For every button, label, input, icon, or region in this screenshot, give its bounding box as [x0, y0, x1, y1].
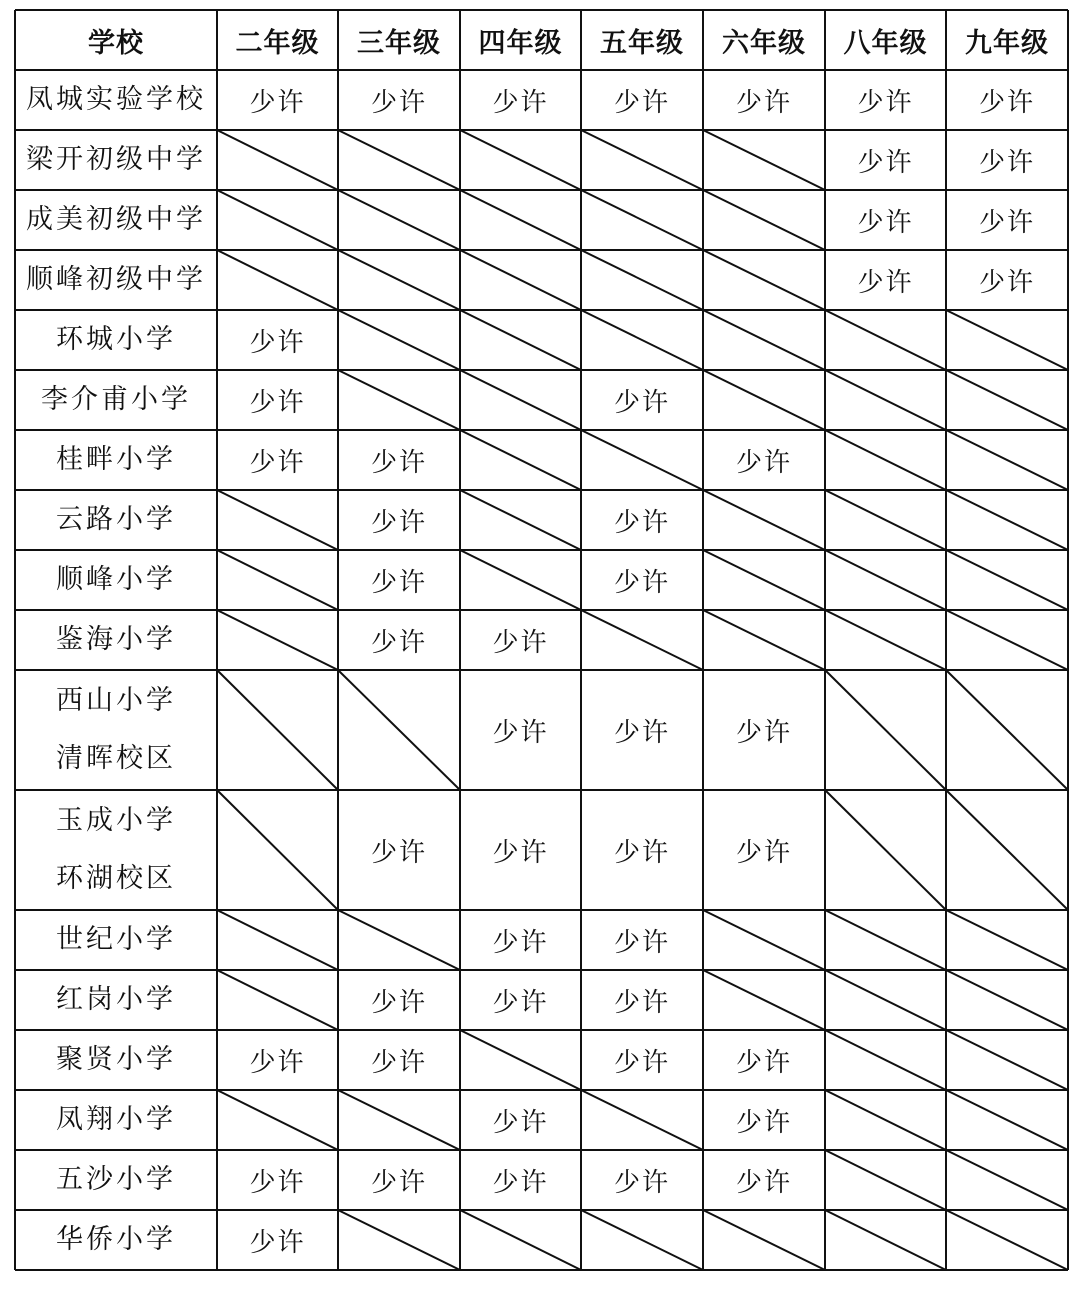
school-name-line: 玉成小学: [56, 805, 176, 836]
cell-value: 少许: [613, 1167, 670, 1198]
cell-value: 少许: [370, 447, 427, 478]
cell-value: 少许: [857, 87, 914, 118]
cell-value: 少许: [735, 447, 792, 478]
cell-value: 少许: [613, 567, 670, 598]
cell-value: 少许: [613, 927, 670, 958]
cell-value: 少许: [857, 207, 914, 238]
school-name: [15, 670, 217, 790]
header-grade: 四年级: [478, 27, 563, 59]
school-name-line: 云路小学: [56, 504, 176, 535]
header-grade: 三年级: [357, 27, 441, 59]
school-name: [15, 310, 217, 370]
cell-value: 少许: [857, 267, 914, 298]
school-name-line: 清晖校区: [56, 743, 176, 774]
school-name-line: 世纪小学: [56, 924, 176, 955]
cell-value: 少许: [249, 387, 306, 418]
school-name: [15, 550, 217, 610]
school-name-line: 西山小学: [56, 685, 176, 716]
header-grade: 八年级: [843, 27, 928, 59]
cell-value: 少许: [735, 1167, 792, 1198]
header-grade: 六年级: [722, 27, 806, 59]
cell-value: 少许: [370, 987, 427, 1018]
school-name: [15, 970, 217, 1030]
cell-value: 少许: [492, 837, 549, 868]
school-name-line: 环湖校区: [56, 863, 176, 894]
school-name-line: 环城小学: [56, 324, 176, 355]
school-name: [15, 490, 217, 550]
cell-value: 少许: [249, 1227, 306, 1258]
school-name-line: 李介甫小学: [41, 384, 191, 415]
cell-value: 少许: [613, 507, 670, 538]
school-name-line: 华侨小学: [56, 1224, 176, 1255]
school-name-line: 凤城实验学校: [26, 84, 206, 115]
school-name: [15, 70, 217, 130]
school-name: [15, 130, 217, 190]
school-name: [15, 1030, 217, 1090]
cell-value: 少许: [857, 147, 914, 178]
cell-value: 少许: [613, 87, 670, 118]
school-name: [15, 190, 217, 250]
school-name-line: 五沙小学: [56, 1164, 176, 1195]
cell-value: 少许: [492, 927, 549, 958]
cell-value: 少许: [492, 717, 549, 748]
school-name: [15, 910, 217, 970]
cell-value: 少许: [370, 837, 427, 868]
school-name-line: 聚贤小学: [56, 1044, 176, 1075]
school-name-line: 顺峰小学: [56, 564, 176, 595]
school-name: [15, 370, 217, 430]
cell-value: 少许: [492, 87, 549, 118]
cell-value: 少许: [735, 717, 792, 748]
cell-value: 少许: [249, 327, 306, 358]
cell-value: 少许: [735, 87, 792, 118]
school-name: [15, 610, 217, 670]
cell-value: 少许: [370, 1167, 427, 1198]
cell-value: 少许: [370, 627, 427, 658]
school-name: [15, 1210, 217, 1270]
cell-value: 少许: [370, 507, 427, 538]
school-name-line: 红岗小学: [56, 984, 176, 1015]
cell-value: 少许: [249, 447, 306, 478]
cell-value: 少许: [370, 87, 427, 118]
school-name-line: 顺峰初级中学: [26, 264, 206, 295]
cell-value: 少许: [978, 267, 1035, 298]
cell-value: 少许: [613, 837, 670, 868]
header-grade: 二年级: [235, 27, 320, 59]
cell-value: 少许: [978, 87, 1035, 118]
cell-value: 少许: [492, 627, 549, 658]
cell-value: 少许: [735, 837, 792, 868]
header-school: 学校: [88, 27, 144, 59]
cell-value: 少许: [613, 987, 670, 1018]
school-name-line: 梁开初级中学: [26, 144, 206, 175]
school-name-line: 凤翔小学: [56, 1104, 176, 1135]
school-name: [15, 1090, 217, 1150]
school-name-line: 桂畔小学: [56, 444, 176, 475]
cell-value: 少许: [613, 1047, 670, 1078]
cell-value: 少许: [735, 1047, 792, 1078]
cell-value: 少许: [613, 717, 670, 748]
school-name: [15, 430, 217, 490]
cell-value: 少许: [978, 147, 1035, 178]
cell-value: 少许: [249, 1167, 306, 1198]
cell-value: 少许: [370, 1047, 427, 1078]
cell-value: 少许: [249, 87, 306, 118]
cell-value: 少许: [735, 1107, 792, 1138]
cell-value: 少许: [978, 207, 1035, 238]
cell-value: 少许: [613, 387, 670, 418]
school-name-line: 成美初级中学: [26, 204, 206, 235]
school-name: [15, 1150, 217, 1210]
school-name-line: 鉴海小学: [56, 624, 176, 655]
school-name: [15, 790, 217, 910]
header-grade: 九年级: [965, 27, 1049, 59]
header-grade: 五年级: [600, 27, 684, 59]
cell-value: 少许: [492, 1107, 549, 1138]
cell-value: 少许: [249, 1047, 306, 1078]
cell-value: 少许: [492, 987, 549, 1018]
cell-value: 少许: [492, 1167, 549, 1198]
school-name: [15, 250, 217, 310]
cell-value: 少许: [370, 567, 427, 598]
